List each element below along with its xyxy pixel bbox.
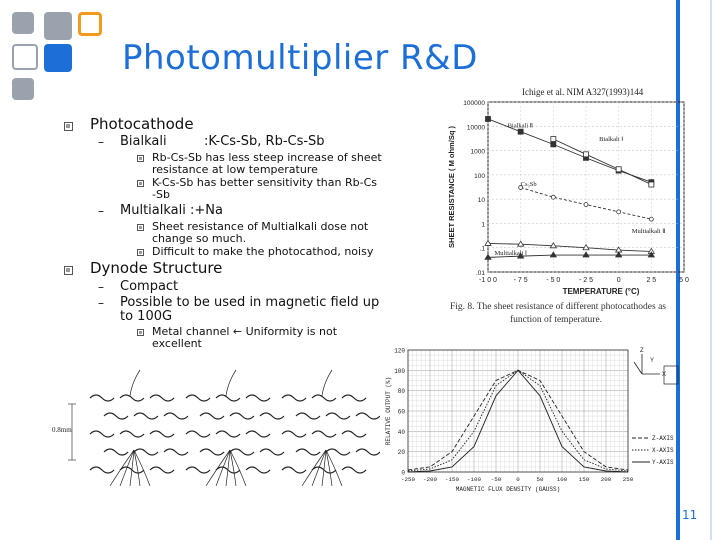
bullet-square-icon bbox=[64, 122, 73, 131]
chart2-y-tick-label: 80 bbox=[397, 388, 405, 396]
chart2-x-tick-label: -50 bbox=[490, 476, 502, 483]
decor-square-orange bbox=[78, 12, 102, 36]
bullet-square-icon bbox=[137, 249, 144, 256]
dynode-structure-diagram bbox=[50, 362, 380, 502]
dynode-metal-line1: Metal channel ← Uniformity is not bbox=[152, 325, 338, 338]
dynode-channel bbox=[296, 449, 320, 455]
dynode-channel bbox=[104, 449, 128, 455]
bullet-dynode: Dynode Structure bbox=[90, 259, 223, 277]
dynode-channel bbox=[230, 413, 254, 419]
dynode-channel bbox=[150, 467, 174, 473]
dynode-electron-path bbox=[230, 450, 246, 486]
bullet-square-icon bbox=[137, 329, 144, 336]
dynode-channel bbox=[120, 431, 144, 437]
chart2-x-tick-label: 0 bbox=[516, 476, 520, 483]
chart2-legend-label: X-AXIS bbox=[652, 447, 674, 454]
chart2-y-tick-label: 120 bbox=[394, 347, 405, 355]
dynode-electron-path bbox=[322, 370, 332, 396]
chart1-x-tick-label: - 5 0 bbox=[546, 277, 561, 284]
chart1-y-tick-label: 1000 bbox=[470, 148, 485, 156]
chart2-legend-label: Y-AXIS bbox=[652, 459, 674, 466]
chart2-inset-label: Z bbox=[640, 348, 644, 354]
dynode-electron-path bbox=[130, 370, 140, 396]
dynode-magnetic-line2: to 100G bbox=[120, 309, 173, 324]
dynode-channel bbox=[186, 431, 210, 437]
chart1-point bbox=[616, 167, 621, 172]
dynode-channel bbox=[216, 395, 240, 401]
chart2-x-tick-label: -250 bbox=[401, 476, 415, 483]
caption-line1: Fig. 8. The sheet resistance of different photocathodes as bbox=[450, 302, 666, 312]
dynode-electron-path bbox=[326, 450, 342, 486]
dynode-channel bbox=[186, 467, 210, 473]
chart2-x-tick-label: -100 bbox=[467, 476, 481, 483]
dynode-channel bbox=[326, 413, 350, 419]
chart1-series-line bbox=[553, 139, 651, 185]
dash-multialkali: – bbox=[98, 204, 104, 218]
chart1-point bbox=[518, 129, 523, 134]
chart2-x-tick-label: -200 bbox=[423, 476, 437, 483]
bialkali-sub2-line2: -Sb bbox=[152, 188, 170, 201]
chart2-y-tick-label: 0 bbox=[401, 469, 405, 477]
dynode-channel bbox=[104, 413, 128, 419]
dynode-channel bbox=[150, 431, 174, 437]
bullet-square-icon bbox=[137, 224, 144, 231]
chart1-y-axis-label: SHEET RESISTANCE ( M ohm/Sq ) bbox=[447, 126, 456, 248]
chart2-x-tick-label: 50 bbox=[536, 476, 544, 483]
chart2-x-tick-label: 100 bbox=[556, 476, 568, 483]
chart2-x-axis-label: MAGNETIC FLUX DENSITY (GAUSS) bbox=[455, 486, 561, 493]
bialkali-sub1-line1: Rb-Cs-Sb has less steep increase of sheet bbox=[152, 151, 382, 164]
dynode-channel bbox=[296, 413, 320, 419]
dynode-channel bbox=[90, 467, 114, 473]
chart2-inset-axis bbox=[634, 362, 642, 374]
chart1-x-tick-label: 5 0 bbox=[679, 277, 689, 284]
chart1-point bbox=[485, 240, 491, 245]
dynode-channel bbox=[356, 413, 380, 419]
dynode-channel bbox=[120, 395, 144, 401]
dynode-channel bbox=[260, 413, 284, 419]
chart2-y-tick-label: 40 bbox=[397, 428, 405, 436]
chart2-y-tick-label: 60 bbox=[397, 408, 405, 416]
dynode-channel bbox=[282, 395, 306, 401]
chart1-y-tick-label: 10 bbox=[477, 197, 485, 205]
dynode-channel bbox=[216, 431, 240, 437]
bullet-square-icon bbox=[64, 266, 73, 275]
chart1-y-tick-label: .01 bbox=[475, 270, 485, 277]
dynode-channel bbox=[282, 467, 306, 473]
chart1-y-tick-label: .1 bbox=[479, 245, 485, 253]
chart1-point bbox=[649, 182, 654, 187]
chart1-x-tick-label: - 7 5 bbox=[513, 277, 528, 284]
chart1-point bbox=[584, 203, 588, 207]
chart2-x-tick-label: 250 bbox=[622, 476, 634, 483]
figure-caption bbox=[450, 301, 700, 327]
chart1-y-tick-label: 1 bbox=[481, 221, 485, 229]
chart2-y-tick-label: 100 bbox=[394, 367, 405, 375]
dash-bialkali: – bbox=[98, 135, 104, 149]
decor-square-gray-1 bbox=[12, 12, 34, 34]
chart1-point bbox=[518, 241, 524, 246]
chart1-y-tick-label: 100 bbox=[474, 172, 485, 180]
chart2-x-tick-label: 150 bbox=[578, 476, 590, 483]
dynode-channel bbox=[186, 395, 210, 401]
dash-magnetic: – bbox=[98, 296, 104, 310]
chart1-x-tick-label: 0 bbox=[616, 277, 621, 284]
bialkali-value: :K-Cs-Sb, Rb-Cs-Sb bbox=[204, 134, 325, 149]
decor-square-outline-1 bbox=[12, 44, 38, 70]
decor-square-gray-2 bbox=[44, 12, 72, 40]
multialkali-label: Multialkali :+Na bbox=[120, 203, 223, 218]
dynode-channel bbox=[260, 449, 284, 455]
chart1-point bbox=[584, 152, 589, 157]
accent-vertical-line-thin bbox=[710, 0, 712, 540]
chart2-y-axis-label: RELATIVE OUTPUT (%) bbox=[385, 376, 392, 446]
chart1-point bbox=[616, 252, 622, 257]
bialkali-sub1-line2: resistance at low temperature bbox=[152, 163, 318, 176]
dynode-channel bbox=[312, 431, 336, 437]
bullet-square-icon bbox=[137, 155, 144, 162]
dynode-channel bbox=[90, 395, 114, 401]
bialkali-label: Bialkali bbox=[120, 134, 167, 149]
chart2-inset-pmt bbox=[664, 366, 678, 384]
chart1-point bbox=[551, 195, 555, 199]
dynode-channel bbox=[164, 449, 188, 455]
chart2-legend-label: Z-AXIS bbox=[652, 435, 674, 442]
dynode-electron-path bbox=[134, 450, 150, 486]
decor-square-blue-1 bbox=[44, 44, 72, 72]
chart1-series-label: Multialkali Ⅰ bbox=[494, 250, 527, 258]
dynode-compact: Compact bbox=[120, 279, 179, 294]
chart1-point bbox=[551, 136, 556, 141]
multialkali-sub1-line2: change so much. bbox=[152, 232, 247, 245]
dynode-magnetic-line1: Possible to be used in magnetic field up bbox=[120, 295, 380, 310]
dynode-metal-line2: excellent bbox=[152, 337, 202, 350]
dynode-electron-path bbox=[226, 370, 236, 396]
dynode-channel bbox=[342, 431, 366, 437]
page-number: 11 bbox=[682, 508, 698, 522]
chart1-point bbox=[551, 142, 556, 147]
dynode-channel bbox=[150, 395, 174, 401]
chart1-series-label: Cs₃Sb bbox=[520, 180, 537, 188]
dynode-channel bbox=[326, 449, 350, 455]
dynode-channel bbox=[356, 449, 380, 455]
multialkali-sub2: Difficult to make the photocathod, noisy bbox=[152, 245, 374, 258]
magnetic-flux-chart bbox=[382, 344, 682, 500]
dynode-channel bbox=[164, 413, 188, 419]
dynode-channel bbox=[230, 449, 254, 455]
dynode-channel bbox=[246, 395, 270, 401]
chart1-point bbox=[583, 252, 589, 257]
chart1-point bbox=[617, 210, 621, 214]
dynode-channel bbox=[200, 449, 224, 455]
dynode-channel bbox=[134, 449, 158, 455]
bullet-photocathode: Photocathode bbox=[90, 115, 194, 133]
chart1-x-axis-label: TEMPERATURE (°C) bbox=[562, 287, 640, 296]
chart2-x-tick-label: -150 bbox=[445, 476, 459, 483]
dynode-channel bbox=[90, 431, 114, 437]
multialkali-sub1-line1: Sheet resistance of Multialkali dose not bbox=[152, 220, 369, 233]
slide-title: Photomultiplier R&D bbox=[122, 38, 478, 78]
citation: Ichige et al. NIM A327(1993)144 bbox=[522, 87, 644, 97]
sheet-resistance-chart bbox=[440, 94, 700, 300]
chart1-x-tick-label: -1 0 0 bbox=[479, 277, 497, 284]
dynode-scale-label: 0.8mm bbox=[52, 426, 72, 434]
chart1-point bbox=[486, 116, 491, 121]
chart2-inset-label: Y bbox=[650, 358, 655, 364]
dynode-channel bbox=[282, 431, 306, 437]
chart1-point bbox=[550, 252, 556, 257]
chart2-inset-label: X bbox=[662, 372, 667, 378]
bullet-square-icon bbox=[137, 180, 144, 187]
caption-line2: function of temperature. bbox=[510, 315, 603, 325]
chart2-y-tick-label: 20 bbox=[397, 449, 405, 457]
chart1-y-tick-label: 100000 bbox=[463, 100, 485, 107]
dash-compact: – bbox=[98, 280, 104, 294]
dynode-channel bbox=[200, 413, 224, 419]
dynode-channel bbox=[134, 413, 158, 419]
chart1-y-tick-label: 10000 bbox=[466, 124, 485, 132]
chart1-x-tick-label: - 2 5 bbox=[578, 277, 594, 284]
dynode-channel bbox=[342, 467, 366, 473]
decor-square-outline-2 bbox=[12, 78, 34, 100]
dynode-channel bbox=[312, 395, 336, 401]
chart1-point bbox=[649, 217, 653, 221]
dynode-channel bbox=[246, 467, 270, 473]
dynode-channel bbox=[342, 395, 366, 401]
dynode-channel bbox=[246, 431, 270, 437]
chart1-x-tick-label: 2 5 bbox=[646, 277, 657, 284]
chart1-series-label: Bialkali Ⅱ bbox=[507, 122, 534, 130]
chart1-series-label: Multialkali Ⅱ bbox=[631, 228, 666, 236]
chart1-series-label: Bialkali Ⅰ bbox=[599, 135, 624, 143]
bialkali-sub2-line1: K-Cs-Sb has better sensitivity than Rb-Cs bbox=[152, 176, 377, 189]
chart2-x-tick-label: 200 bbox=[600, 476, 612, 483]
